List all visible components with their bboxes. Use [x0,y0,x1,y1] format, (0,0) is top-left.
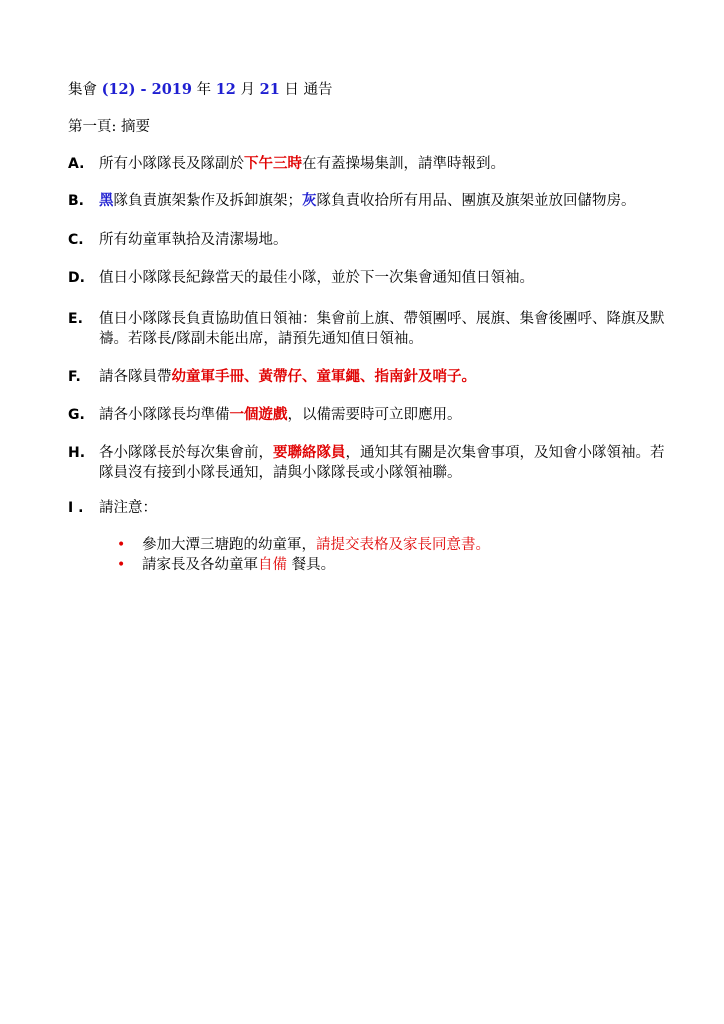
item-text [99,405,668,425]
item-text: 請注意： [99,500,157,516]
title-day: 21 [259,81,280,98]
item-text-part: 隊負責收拾所有用品、團旗及旗架並放回儲物房。 [316,193,636,209]
list-item-g [68,405,668,425]
bullet-highlight: 自備 [258,557,287,573]
title-suffix: 通告 [303,82,333,98]
item-highlight: 一個遊戲 [229,406,288,423]
item-text [99,443,668,483]
item-letter: I . [68,500,84,516]
item-text [99,367,668,387]
list-item-a [68,154,668,174]
item-highlight: 下午三時 [244,155,302,172]
item-highlight: 幼童軍手冊、黃帶仔、童軍繩、指南針及哨子。 [171,368,476,385]
item-letter: F. [68,369,81,385]
item-highlight: 黑 [99,192,114,209]
item-letter: D. [68,270,85,286]
title-year-char: 年 [196,82,212,98]
page-subtitle: 第一頁: 摘要 [68,119,150,135]
item-text-part: ，以備需要時可立即應用。 [287,407,462,423]
title-month: 12 [215,81,236,98]
bullet-text-part: 參加大潭三塘跑的幼童軍， [142,537,316,553]
item-text-part: 隊負責旗架紮作及拆卸旗架； [113,193,302,209]
title-number-year: (12) - 2019 [101,81,192,98]
bullet-text-part: 餐具。 [287,557,336,573]
item-letter: C. [68,232,84,248]
list-item-e [68,309,668,349]
bullet-highlight: 請提交表格及家長同意書。 [316,537,490,553]
item-text: 值日小隊隊長負責協助值日領袖：集會前上旗、帶領團呼、展旗、集會後團呼、降旗及默禱。若隊長/隊副未能出席，請預先通知值日領袖。 [99,311,665,347]
title-month-char: 月 [240,82,255,98]
title-day-char: 日 [284,82,299,98]
bullet-dot-icon: • [117,537,126,553]
note-bullet-list [117,535,657,575]
item-letter: H. [68,445,86,461]
item-letter: E. [68,311,83,327]
item-text [99,191,668,211]
bullet-item [117,555,657,575]
list-item-h [68,443,668,483]
list-item-b [68,191,668,211]
item-letter: B. [68,193,84,209]
item-letter: A. [68,156,85,172]
item-text-part: ，通知其有關是次集會事項，及知會小隊領袖。若隊員沒有接到小隊長通知，請與小隊隊長或小隊領袖聯。 [99,445,665,481]
list-item-i [68,498,668,518]
bullet-text-part: 請家長及各幼童軍 [142,557,258,573]
item-text-part: 請各小隊隊長均準備 [99,407,230,423]
item-text-part: 在有蓋操場集訓，請準時報到。 [302,156,505,172]
item-text-part: 請各隊員帶 [99,369,172,385]
bullet-dot-icon: • [117,557,126,573]
list-item-c [68,230,668,250]
list-item-d [68,268,668,288]
item-text: 所有幼童軍執拾及清潔場地。 [99,232,288,248]
item-highlight: 灰 [302,192,317,209]
title-prefix: 集會 [68,82,97,98]
bullet-item [117,535,657,555]
item-text: 值日小隊隊長紀錄當天的最佳小隊，並於下一次集會通知值日領袖。 [99,270,534,286]
item-text-part: 所有小隊隊長及隊副於 [99,156,244,172]
item-text-part: 各小隊隊長於每次集會前， [99,445,273,461]
item-letter: G. [68,407,85,423]
page-title [68,80,333,100]
item-text [99,154,668,174]
item-highlight: 要聯絡隊員 [273,444,346,461]
list-item-f [68,367,668,387]
